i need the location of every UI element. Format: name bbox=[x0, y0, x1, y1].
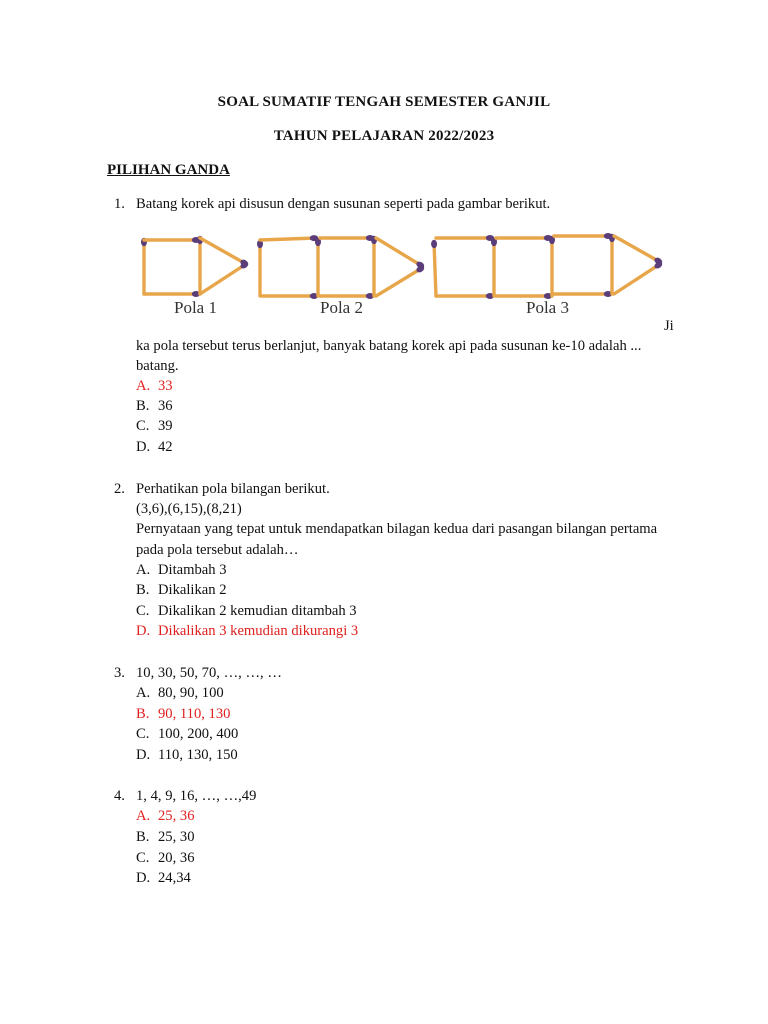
option-text: 100, 200, 400 bbox=[158, 726, 239, 742]
section-heading: PILIHAN GANDA bbox=[107, 162, 230, 178]
question-4-option-a[interactable] bbox=[136, 806, 194, 826]
question-2-number: 2. bbox=[114, 481, 125, 497]
question-1-number: 1. bbox=[114, 196, 125, 212]
option-text: 110, 130, 150 bbox=[158, 747, 238, 763]
option-letter: D. bbox=[136, 439, 151, 455]
question-3-option-c[interactable] bbox=[136, 724, 238, 744]
question-2-text: Perhatikan pola bilangan berikut. bbox=[136, 481, 330, 497]
question-1-text-continued: ka pola tersebut terus berlanjut, banyak batang korek api pada susunan ke-10 adalah ... bbox=[136, 338, 642, 354]
option-letter: A. bbox=[136, 685, 151, 701]
question-2-option-c[interactable] bbox=[136, 601, 357, 621]
option-text: Dikalikan 2 kemudian ditambah 3 bbox=[158, 603, 357, 619]
matchstick bbox=[376, 268, 422, 296]
question-4-option-d[interactable] bbox=[136, 868, 191, 888]
option-letter: B. bbox=[136, 706, 150, 722]
question-2-number-pairs: (3,6),(6,15),(8,21) bbox=[136, 501, 242, 517]
question-1-text: Batang korek api disusun dengan susunan seperti pada gambar berikut. bbox=[136, 196, 551, 212]
academic-year-title: TAHUN PELAJARAN 2022/2023 bbox=[273, 128, 495, 144]
question-1-option-d[interactable] bbox=[136, 437, 173, 457]
option-text: 42 bbox=[158, 439, 173, 455]
matchstick bbox=[614, 264, 660, 294]
question-3-option-b[interactable] bbox=[136, 704, 230, 724]
option-text: 90, 110, 130 bbox=[158, 706, 231, 722]
matchstick-head bbox=[431, 240, 437, 249]
option-letter: C. bbox=[136, 726, 150, 742]
question-1-option-c[interactable] bbox=[136, 416, 173, 436]
question-3-sequence: 10, 30, 50, 70, …, …, … bbox=[136, 665, 282, 681]
question-3-option-d[interactable] bbox=[136, 745, 238, 765]
option-text: 20, 36 bbox=[158, 850, 195, 866]
question-1-text-fragment: Ji bbox=[664, 318, 674, 334]
figure-label-pola-3: Pola 3 bbox=[526, 298, 569, 317]
figure-label-pola-1: Pola 1 bbox=[174, 298, 217, 317]
matchstick-pattern-figure bbox=[134, 222, 668, 322]
option-text: 25, 30 bbox=[158, 829, 195, 845]
question-4-sequence: 1, 4, 9, 16, …, …,49 bbox=[136, 788, 257, 804]
option-letter: A. bbox=[136, 378, 151, 394]
option-text: 80, 90, 100 bbox=[158, 685, 224, 701]
matchstick bbox=[376, 238, 422, 266]
option-letter: B. bbox=[136, 829, 150, 845]
option-letter: A. bbox=[136, 808, 151, 824]
option-letter: C. bbox=[136, 603, 150, 619]
option-letter: B. bbox=[136, 582, 150, 598]
option-letter: A. bbox=[136, 562, 151, 578]
option-letter: D. bbox=[136, 870, 151, 886]
question-2-option-d[interactable] bbox=[136, 621, 358, 641]
matchstick bbox=[200, 264, 246, 294]
option-text: Ditambah 3 bbox=[158, 562, 227, 578]
question-4-option-b[interactable] bbox=[136, 827, 194, 847]
matchstick bbox=[200, 238, 246, 264]
question-1-option-b[interactable] bbox=[136, 396, 173, 416]
question-2-statement: Pernyataan yang tepat untuk mendapatkan bilagan kedua dari pasangan bilangan pertama bbox=[136, 521, 658, 537]
option-text: 39 bbox=[158, 418, 173, 434]
question-2-option-b[interactable] bbox=[136, 580, 227, 600]
option-letter: C. bbox=[136, 418, 150, 434]
question-1-option-a[interactable] bbox=[136, 376, 173, 396]
matchstick bbox=[614, 236, 660, 262]
question-1-text-end: batang. bbox=[136, 358, 179, 374]
document-title: SOAL SUMATIF TENGAH SEMESTER GANJIL bbox=[217, 94, 551, 110]
matchstick bbox=[434, 242, 436, 296]
option-text: 33 bbox=[158, 378, 173, 394]
option-letter: B. bbox=[136, 398, 150, 414]
question-4-number: 4. bbox=[114, 788, 125, 804]
option-text: 24,34 bbox=[158, 870, 191, 886]
option-text: 36 bbox=[158, 398, 173, 414]
matchstick bbox=[260, 238, 316, 240]
option-text: Dikalikan 2 bbox=[158, 582, 227, 598]
question-3-option-a[interactable] bbox=[136, 683, 224, 703]
question-4-option-c[interactable] bbox=[136, 848, 194, 868]
question-2-option-a[interactable] bbox=[136, 560, 227, 580]
question-2-statement-end: pada pola tersebut adalah… bbox=[136, 542, 299, 558]
question-3-number: 3. bbox=[114, 665, 125, 681]
option-letter: C. bbox=[136, 850, 150, 866]
option-letter: D. bbox=[136, 747, 151, 763]
option-text: Dikalikan 3 kemudian dikurangi 3 bbox=[158, 623, 359, 639]
option-text: 25, 36 bbox=[158, 808, 195, 824]
figure-label-pola-2: Pola 2 bbox=[320, 298, 363, 317]
option-letter: D. bbox=[136, 623, 151, 639]
